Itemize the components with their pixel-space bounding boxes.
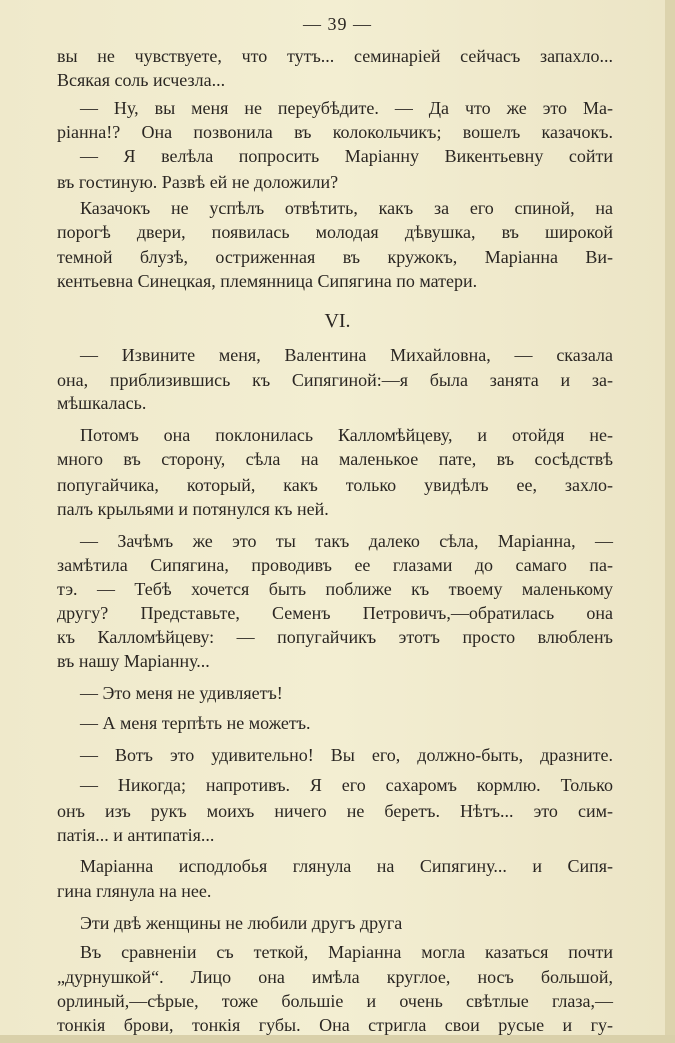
text-line: другу? Представьте, Семенъ Петровичъ,—обратилась она xyxy=(57,603,613,623)
text-line: къ Калломѣйцеву: — попугайчикъ этотъ просто влюбленъ xyxy=(57,627,613,647)
text-line: тэ. — Тебѣ хочется быть поближе къ твоему маленькому xyxy=(57,579,613,599)
text-line: въ нашу Маріанну... xyxy=(57,651,210,671)
text-line: — Ну, вы меня не переубѣдите. — Да что же это Ма- xyxy=(80,98,613,118)
text-line: — Это меня не удивляетъ! xyxy=(80,683,283,703)
text-line: — Зачѣмъ же это ты такъ далеко сѣла, Маріанна, — xyxy=(80,531,613,551)
text-line: порогѣ двери, появилась молодая дѣвушка, въ широкой xyxy=(57,222,613,242)
chapter-heading: VI. xyxy=(324,310,351,332)
text-line: Эти двѣ женщины не любили другъ друга xyxy=(80,913,403,933)
text-line: Маріанна исподлобья глянула на Сипягину... и Сипя- xyxy=(80,856,613,876)
text-line: — Извините меня, Валентина Михайловна, — сказала xyxy=(80,345,613,365)
text-line: онъ изъ рукъ моихъ ничего не беретъ. Нѣтъ... это сим- xyxy=(57,801,613,821)
text-line: Казачокъ не успѣлъ отвѣтить, какъ за его спиной, на xyxy=(80,198,613,218)
text-line: „дурнушкой“. Лицо она имѣла круглое, носъ большой, xyxy=(57,967,613,987)
page-number: — 39 — xyxy=(303,14,372,34)
text-line: въ гостиную. Развѣ ей не доложили? xyxy=(57,172,339,192)
text-line: — Вотъ это удивительно! Вы его, должно-быть, дразните. xyxy=(80,745,613,765)
text-line: попугайчика, который, какъ только увидѣлъ ее, захло- xyxy=(57,475,613,495)
text-line: тонкія брови, тонкія губы. Она стригла свои русые и гу- xyxy=(57,1015,613,1035)
text-line: темной блузѣ, остриженная въ кружокъ, Маріанна Ви- xyxy=(57,247,613,267)
text-line: Потомъ она поклонилась Калломѣйцеву, и отойдя не- xyxy=(80,425,613,445)
text-line: она, приблизившись къ Сипягиной:—я была занята и за- xyxy=(57,370,613,390)
text-line: — Никогда; напротивъ. Я его сахаромъ кормлю. Только xyxy=(80,775,613,795)
page-edge xyxy=(665,0,675,1043)
text-line: кентьевна Синецкая, племянница Сипягина по матери. xyxy=(57,271,478,291)
text-line: вы не чувствуете, что тутъ... семинаріей сейчасъ запахло... xyxy=(57,46,613,66)
text-line: замѣтила Сипягина, проводивъ ее глазами до самаго па- xyxy=(57,555,613,575)
text-line: много въ сторону, сѣла на маленькое пате, въ сосѣдствѣ xyxy=(57,449,613,469)
text-line: палъ крыльями и потянулся къ ней. xyxy=(57,499,329,519)
page-bottom-edge xyxy=(0,1035,675,1043)
text-line: — Я велѣла попросить Маріанну Викентьевну сойти xyxy=(80,146,613,166)
text-line: патія... и антипатія... xyxy=(57,825,215,845)
text-line: ріанна!? Она позвонила въ колокольчикъ; вошелъ казачокъ. xyxy=(57,122,613,142)
text-line: — А меня терпѣть не можетъ. xyxy=(80,713,311,733)
text-line: мѣшкалась. xyxy=(57,393,147,413)
text-line: гина глянула на нее. xyxy=(57,881,212,901)
text-line: орлиный,—сѣрые, тоже большіе и очень свѣтлые глаза,— xyxy=(57,991,613,1011)
text-line: Въ сравненіи съ теткой, Маріанна могла казаться почти xyxy=(80,942,613,962)
text-line: Всякая соль исчезла... xyxy=(57,70,226,90)
